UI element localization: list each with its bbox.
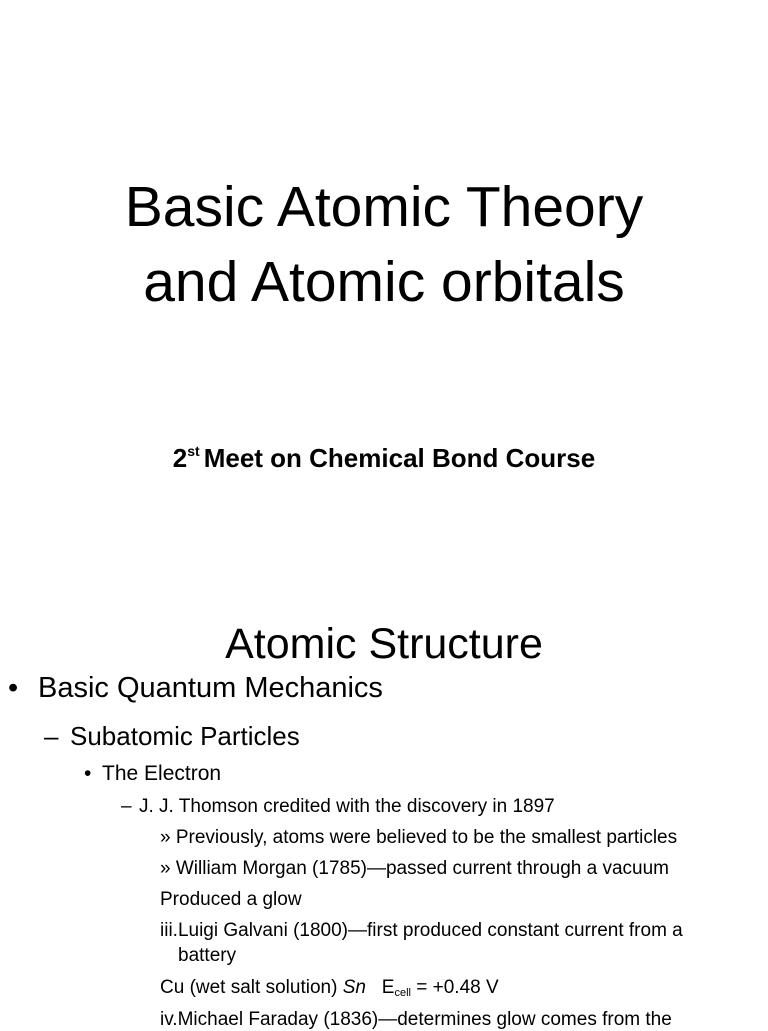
cell-subscript: cell xyxy=(394,987,411,999)
slide1-title-line2: and Atomic orbitals xyxy=(143,250,625,314)
list-item-cell-equation xyxy=(160,977,499,999)
cell-left-text: Cu (wet salt solution) xyxy=(160,977,343,998)
bullet-level3 xyxy=(84,762,221,786)
bullet-dash-icon: – xyxy=(44,721,59,751)
slide1-subtitle xyxy=(0,443,768,474)
bullet-level2 xyxy=(44,721,300,752)
bullet-level1-text: Basic Quantum Mechanics xyxy=(38,672,383,704)
subtitle-number: 2 xyxy=(172,443,188,473)
bullet-level4-text: J. J. Thomson credited with the discovery in 1897 xyxy=(139,796,555,817)
slide1-title-line1: Basic Atomic Theory xyxy=(124,175,644,239)
cell-value-text: = +0.48 V xyxy=(410,977,499,998)
slide1-title xyxy=(0,170,768,320)
bullet-dash-icon: – xyxy=(121,796,132,817)
slide2-title: Atomic Structure xyxy=(225,620,543,668)
list-item-galvani: iii.Luigi Galvani (1800)—first produced constant current from a xyxy=(160,920,683,941)
list-item-morgan: » William Morgan (1785)—passed current through a vacuum xyxy=(160,858,670,879)
subtitle-superscript: st xyxy=(187,443,200,459)
list-item-glow: Produced a glow xyxy=(160,889,302,910)
bullet-dot-icon: • xyxy=(84,762,92,785)
bullet-dot-icon: • xyxy=(8,672,19,704)
list-item-faraday: iv.Michael Faraday (1836)—determines glow comes from the xyxy=(160,1009,672,1030)
cell-e-text: E xyxy=(381,977,395,998)
list-item-previously: » Previously, atoms were believed to be the smallest particles xyxy=(160,827,678,848)
cell-sn-text: Sn xyxy=(342,977,366,998)
bullet-level3-text: The Electron xyxy=(102,762,222,785)
bullet-level4 xyxy=(121,796,555,818)
list-item-galvani-continued: battery xyxy=(178,945,237,966)
bullet-level2-text: Subatomic Particles xyxy=(70,721,300,751)
bullet-level1 xyxy=(8,672,383,705)
subtitle-text: Meet on Chemical Bond Course xyxy=(203,443,596,473)
